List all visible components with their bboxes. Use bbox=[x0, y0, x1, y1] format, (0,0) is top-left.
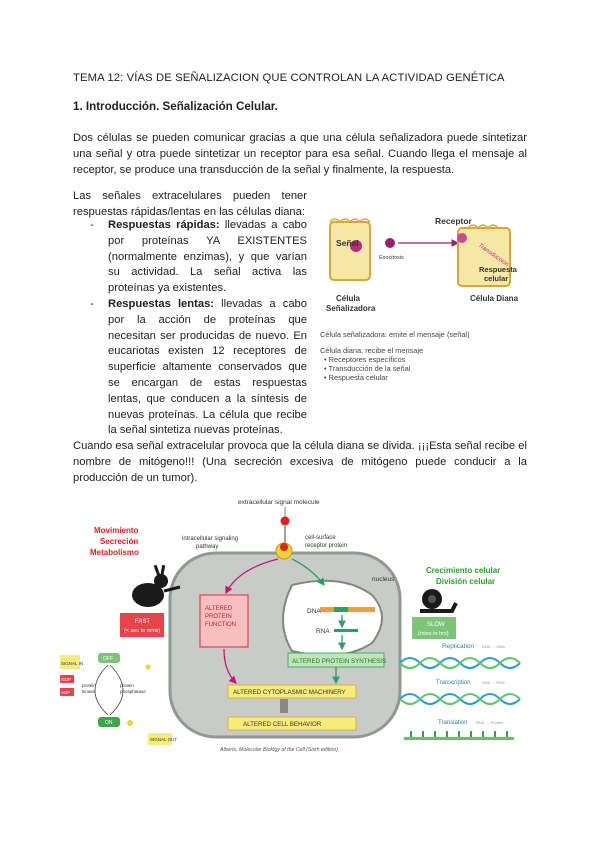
receptor-label: Receptor bbox=[435, 216, 472, 226]
behavior-label: ALTERED CELL BEHAVIOR bbox=[243, 721, 322, 728]
caption-line: • Receptores específicos bbox=[324, 355, 406, 364]
response-list bbox=[73, 218, 307, 439]
nucleus-label: nucleus bbox=[372, 576, 395, 583]
figure-credit: Alberts, Molecular Biology of the Cell (Sixth edition) bbox=[220, 747, 338, 753]
altered-label: FUNCTION bbox=[205, 622, 236, 628]
signal-in-label: SIGNAL IN bbox=[61, 661, 84, 666]
division-label: División celular bbox=[436, 577, 496, 586]
celula-label: Célula bbox=[336, 294, 361, 303]
list-item-label: Respuestas rápidas: bbox=[108, 219, 220, 231]
list-item bbox=[73, 218, 307, 297]
caption-line: Célula señalizadora: emite el mensaje (señal) bbox=[320, 330, 470, 339]
translation-sub-label: RNA → Protein bbox=[476, 720, 504, 725]
fast-label: FAST bbox=[135, 619, 151, 625]
kinase-label: protein bbox=[82, 683, 96, 688]
signaling-cell bbox=[330, 219, 370, 280]
off-label: OFF bbox=[103, 656, 113, 662]
receptor-label: receptor protein bbox=[305, 543, 348, 549]
exocitosis-label: Exocitosis bbox=[379, 255, 404, 261]
list-item-label: Respuestas lentas: bbox=[108, 297, 215, 310]
replication-label: Replication bbox=[442, 643, 475, 650]
adp-label: ADP bbox=[61, 690, 71, 695]
on-label: ON bbox=[105, 720, 113, 726]
altered-protein-function-box bbox=[200, 595, 248, 647]
cytoplasmic-label: ALTERED CYTOPLASMIC MACHINERY bbox=[233, 689, 346, 696]
intro-paragraph: Dos células se pueden comunicar gracias a que una célula señalizadora puede sintetizar una señal y otra puede sintetizar un receptor para esa señal. Cuando llega el mensaje al receptor, se produce una transducción de la señal y finalmente, la respuesta. bbox=[73, 132, 527, 176]
senal-label: Señal bbox=[336, 238, 359, 248]
secrecion-label: Secreción bbox=[100, 537, 139, 546]
rna-strand bbox=[334, 629, 358, 632]
celula-diana-label: Célula Diana bbox=[470, 294, 519, 303]
pathway-label: intracellular signaling bbox=[182, 536, 239, 542]
senalizadora-label: Señalizadora bbox=[326, 304, 376, 313]
signal-out-label: SIGNAL OUT bbox=[150, 737, 178, 742]
slow-time-label: (mins to hrs) bbox=[418, 631, 449, 637]
altered-label: PROTEIN bbox=[205, 614, 232, 620]
slow-label: SLOW bbox=[427, 622, 445, 628]
snail-icon bbox=[420, 589, 456, 611]
secreted-signal-icon bbox=[385, 238, 395, 248]
cell-signaling-figure bbox=[318, 212, 533, 392]
altered-label: ALTERED bbox=[205, 606, 233, 612]
transduccion-label: Transducción bbox=[476, 242, 510, 269]
crecimiento-label: Crecimiento celular bbox=[426, 566, 501, 575]
phosphatase-label: protein bbox=[120, 683, 134, 688]
receptor-icon bbox=[457, 233, 467, 243]
synthesis-label: ALTERED PROTEIN SYNTHESIS bbox=[292, 658, 387, 665]
caption-line: Célula diana: recibe el mensaje bbox=[320, 346, 424, 355]
respuesta-label: Respuesta bbox=[479, 265, 517, 274]
caption-line: • Respuesta celular bbox=[324, 373, 388, 382]
transcription-label: Transcription bbox=[436, 680, 471, 686]
list-item bbox=[73, 297, 307, 439]
phosphatase-label: phosphatase bbox=[120, 689, 146, 694]
rna-label: RNA bbox=[316, 628, 330, 635]
metabolismo-label: Metabolismo bbox=[90, 548, 139, 557]
replication-sub-label: DNA → DNA bbox=[482, 644, 505, 649]
celular-label: celular bbox=[484, 274, 509, 283]
pathway-label: pathway bbox=[196, 544, 219, 550]
caption-line: • Transducción de la señal bbox=[324, 364, 411, 373]
dna-label: DNA bbox=[307, 608, 321, 615]
mitogen-paragraph: Cuando esa señal extracelular provoca que la célula diana se divida. ¡¡¡Esta señal recibe el nombre de mitógeno!!! (Una secreción excesiva de mitógeno puede conducir a la producción de un tumor). bbox=[73, 440, 527, 484]
gdp-label: GDP bbox=[61, 677, 71, 682]
list-dash: - bbox=[90, 297, 94, 310]
fast-time-label: (< sec to mins) bbox=[124, 628, 161, 634]
signal-molecule-label: extracellular signal molecule bbox=[238, 499, 320, 506]
receptor-label: cell-surface bbox=[305, 535, 336, 541]
list-item-text: llevadas a cabo por la acción de proteínas que necesitan ser producidas de nuevo. En eucariotas existen 12 receptores de superficie altamente conservados que se encargan de estas respuestas lentas, que conducen a la síntesis de nuevas proteínas. La célula que recibe la señal sintetiza nuevas proteínas. bbox=[108, 297, 307, 437]
responses-paragraph: Las señales extracelulares pueden tener respuestas rápidas/lentas en las células diana: bbox=[73, 190, 307, 218]
document-title: TEMA 12: VÍAS DE SEÑALIZACION QUE CONTROLAN LA ACTIVIDAD GENÉTICA bbox=[73, 72, 505, 84]
movimiento-label: Movimiento bbox=[94, 526, 139, 535]
protein-chain bbox=[404, 731, 514, 740]
nucleus bbox=[283, 581, 382, 656]
translation-label: Translation bbox=[438, 720, 468, 726]
intracellular-signaling-figure bbox=[60, 495, 540, 770]
kinase-label: kinase bbox=[82, 689, 96, 694]
list-item-text: llevadas a cabo por proteínas YA EXISTENTES (normalmente enzimas), y que varían su actividad. La señal activa las proteínas ya existentes. bbox=[108, 219, 307, 295]
section-heading: 1. Introducción. Señalización Celular. bbox=[73, 100, 278, 113]
signal-molecule-icon bbox=[281, 517, 290, 526]
list-dash: - bbox=[90, 219, 94, 231]
transcription-sub-label: DNA → RNA bbox=[482, 680, 505, 685]
